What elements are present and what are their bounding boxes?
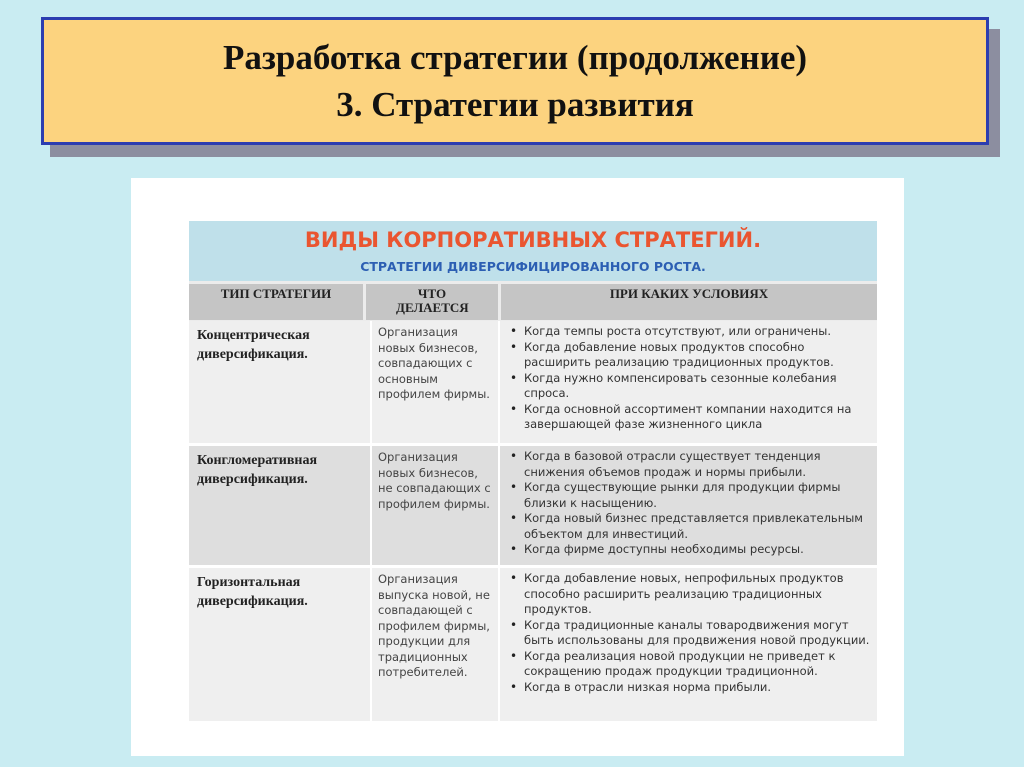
condition-item: • Когда в отрасли низкая норма прибыли. [524, 680, 873, 696]
strategy-what-cell [372, 568, 500, 721]
strategy-conditions-cell [500, 568, 877, 721]
table-subheading: СТРАТЕГИИ ДИВЕРСИФИЦИРОВАННОГО РОСТА. [360, 259, 706, 274]
condition-item: • Когда добавление новых, непрофильных продуктов способно расширить реализацию традиционных продуктов. [524, 571, 873, 618]
condition-item: • Когда традиционные каналы товародвижения могут быть использованы для продвижения новой продукции. [524, 618, 873, 649]
condition-item: • Когда новый бизнес представляется привлекательным объектом для инвестиций. [524, 511, 873, 542]
table-row [189, 446, 877, 565]
column-header-conditions: ПРИ КАКИХ УСЛОВИЯХ [501, 284, 877, 320]
strategy-what: Организация выпуска новой, не совпадающей с профилем фирмы, продукции для традиционных потребителей. [378, 572, 490, 679]
strategy-type-cell [189, 321, 372, 443]
strategy-type: Конгломеративная диверсификация. [197, 453, 318, 487]
condition-item: • Когда реализация новой продукции не приведет к сокращению продаж продукции традиционной. [524, 649, 873, 680]
strategy-what: Организация новых бизнесов, не совпадающих с профилем фирмы. [378, 450, 491, 511]
strategy-what: Организация новых бизнесов, совпадающих с основным профилем фирмы. [378, 325, 490, 401]
strategy-type: Горизонтальная диверсификация. [197, 575, 308, 609]
conditions-list [500, 446, 877, 558]
table-heading: ВИДЫ КОРПОРАТИВНЫХ СТРАТЕГИЙ. [304, 228, 762, 252]
condition-item: • Когда существующие рынки для продукции фирмы близки к насыщению. [524, 480, 873, 511]
table-row [189, 568, 877, 721]
column-header-row [189, 284, 877, 320]
strategy-what-cell [372, 321, 500, 443]
conditions-list [500, 321, 877, 433]
condition-item: • Когда основной ассортимент компании находится на завершающей фазе жизненного цикла [524, 402, 873, 433]
slide-subtitle: 3. Стратегии развития [336, 85, 694, 124]
condition-item: • Когда нужно компенсировать сезонные колебания спроса. [524, 371, 873, 402]
strategy-type-cell [189, 446, 372, 565]
strategy-table [189, 221, 877, 721]
condition-item: • Когда темпы роста отсутствуют, или ограничены. [524, 324, 873, 340]
conditions-list [500, 568, 877, 695]
strategy-type-cell [189, 568, 372, 721]
strategy-type: Концентрическая диверсификация. [197, 328, 310, 362]
strategy-conditions-cell [500, 446, 877, 565]
strategy-what-cell [372, 446, 500, 565]
column-header-what: ЧТО ДЕЛАЕТСЯ [366, 284, 498, 320]
condition-item: • Когда в базовой отрасли существует тенденция снижения объемов продаж и нормы прибыли. [524, 449, 873, 480]
table-header [189, 221, 877, 281]
condition-item: • Когда фирме доступны необходимы ресурсы. [524, 542, 873, 558]
slide-title: Разработка стратегии (продолжение) [222, 38, 808, 77]
condition-item: • Когда добавление новых продуктов способно расширить реализацию традиционных продуктов. [524, 340, 873, 371]
column-header-type: ТИП СТРАТЕГИИ [189, 284, 363, 320]
table-row [189, 321, 877, 443]
strategy-conditions-cell [500, 321, 877, 443]
slide-title-box [41, 17, 989, 145]
